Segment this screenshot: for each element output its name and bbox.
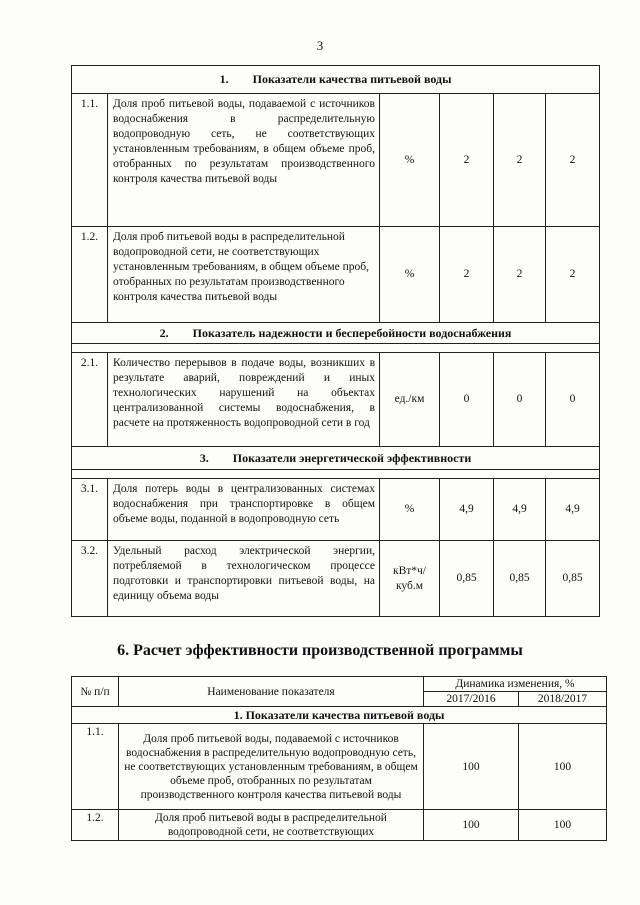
spacer-row [72, 344, 600, 353]
value-cell: 0,85 [494, 541, 546, 617]
header-row [72, 677, 607, 692]
table-row [72, 479, 600, 541]
indicator-description: Количество перерывов в подаче воды, возникших в результате аварий, повреждений и иных технологических нарушений на объектах централизованной системы водоснабжения, в расчете на протяженность водопроводной сети в год [108, 353, 380, 447]
spacer-cell [72, 344, 600, 353]
row-number: 1.1. [72, 724, 119, 810]
table-row [72, 353, 600, 447]
header-dynamics: Динамика изменения, % [424, 677, 607, 692]
row-number: 1.1. [72, 94, 108, 227]
header-number: № п/п [72, 677, 119, 707]
section-row [72, 447, 600, 470]
value-cell: 0 [440, 353, 494, 447]
value-cell: 2 [546, 94, 600, 227]
indicator-description: Доля проб питьевой воды, подаваемой с источников водоснабжения в распределительную водопроводную сеть, не соответствующих установленным требованиям, в общем объеме проб, отобранных по результатам производственного контроля качества питьевой воды [119, 724, 424, 810]
value-cell: 0,85 [440, 541, 494, 617]
indicators-table [71, 65, 600, 617]
value-cell: 100 [519, 810, 607, 841]
table-row [72, 724, 607, 810]
section-heading: 6. Расчет эффективности производственной программы [117, 642, 523, 659]
value-cell: 2 [494, 94, 546, 227]
row-number: 2.1. [72, 353, 108, 447]
table-row [72, 810, 607, 841]
table-row [72, 541, 600, 617]
row-number: 3.1. [72, 479, 108, 541]
value-cell: 2 [494, 227, 546, 323]
unit-cell: % [380, 94, 440, 227]
section-title: 1. Показатели качества питьевой воды [72, 66, 600, 94]
header-name: Наименование показателя [119, 677, 424, 707]
spacer-row [72, 470, 600, 479]
section-row [72, 323, 600, 344]
spacer-cell [72, 470, 600, 479]
section-title: 3. Показатели энергетической эффективности [72, 447, 600, 470]
value-cell: 100 [424, 724, 519, 810]
table-row [72, 94, 600, 227]
unit-cell: % [380, 227, 440, 323]
efficiency-table [71, 676, 607, 841]
value-cell: 0 [494, 353, 546, 447]
value-cell: 100 [424, 810, 519, 841]
unit-cell: ед./км [380, 353, 440, 447]
value-cell: 0,85 [546, 541, 600, 617]
indicator-description: Доля проб питьевой воды, подаваемой с источников водоснабжения в распределительную водопроводную сеть, не соответствующих установленным требованиям, в общем объеме проб, отобранных по результатам производственного контроля качества питьевой воды [108, 94, 380, 227]
row-number: 3.2. [72, 541, 108, 617]
value-cell: 0 [546, 353, 600, 447]
unit-cell: кВт*ч/ куб.м [380, 541, 440, 617]
value-cell: 4,9 [546, 479, 600, 541]
row-number: 1.2. [72, 810, 119, 841]
value-cell: 4,9 [440, 479, 494, 541]
section-row [72, 707, 607, 724]
value-cell: 100 [519, 724, 607, 810]
section-title: 2. Показатель надежности и бесперебойности водоснабжения [72, 323, 600, 344]
indicator-description: Доля потерь воды в централизованных системах водоснабжения при транспортировке в общем объеме воды, поданной в водопроводную сеть [108, 479, 380, 541]
value-cell: 2 [546, 227, 600, 323]
section-title: 1. Показатели качества питьевой воды [72, 707, 607, 724]
row-number: 1.2. [72, 227, 108, 323]
value-cell: 2 [440, 227, 494, 323]
value-cell: 4,9 [494, 479, 546, 541]
page-number: 3 [316, 38, 324, 53]
header-year-1: 2017/2016 [424, 692, 519, 707]
indicator-description: Доля проб питьевой воды в распределительной водопроводной сети, не соответствующих установленным требованиям, в общем объеме проб, отобранных по результатам производственного контроля качества питьевой воды [108, 227, 380, 323]
header-year-2: 2018/2017 [519, 692, 607, 707]
section-row [72, 66, 600, 94]
unit-cell: % [380, 479, 440, 541]
value-cell: 2 [440, 94, 494, 227]
table-row [72, 227, 600, 323]
indicator-description: Доля проб питьевой воды в распределительной водопроводной сети, не соответствующих [119, 810, 424, 841]
indicator-description: Удельный расход электрической энергии, потребляемой в технологическом процессе подготовки и транспортировки питьевой воды, на единицу объема воды [108, 541, 380, 617]
